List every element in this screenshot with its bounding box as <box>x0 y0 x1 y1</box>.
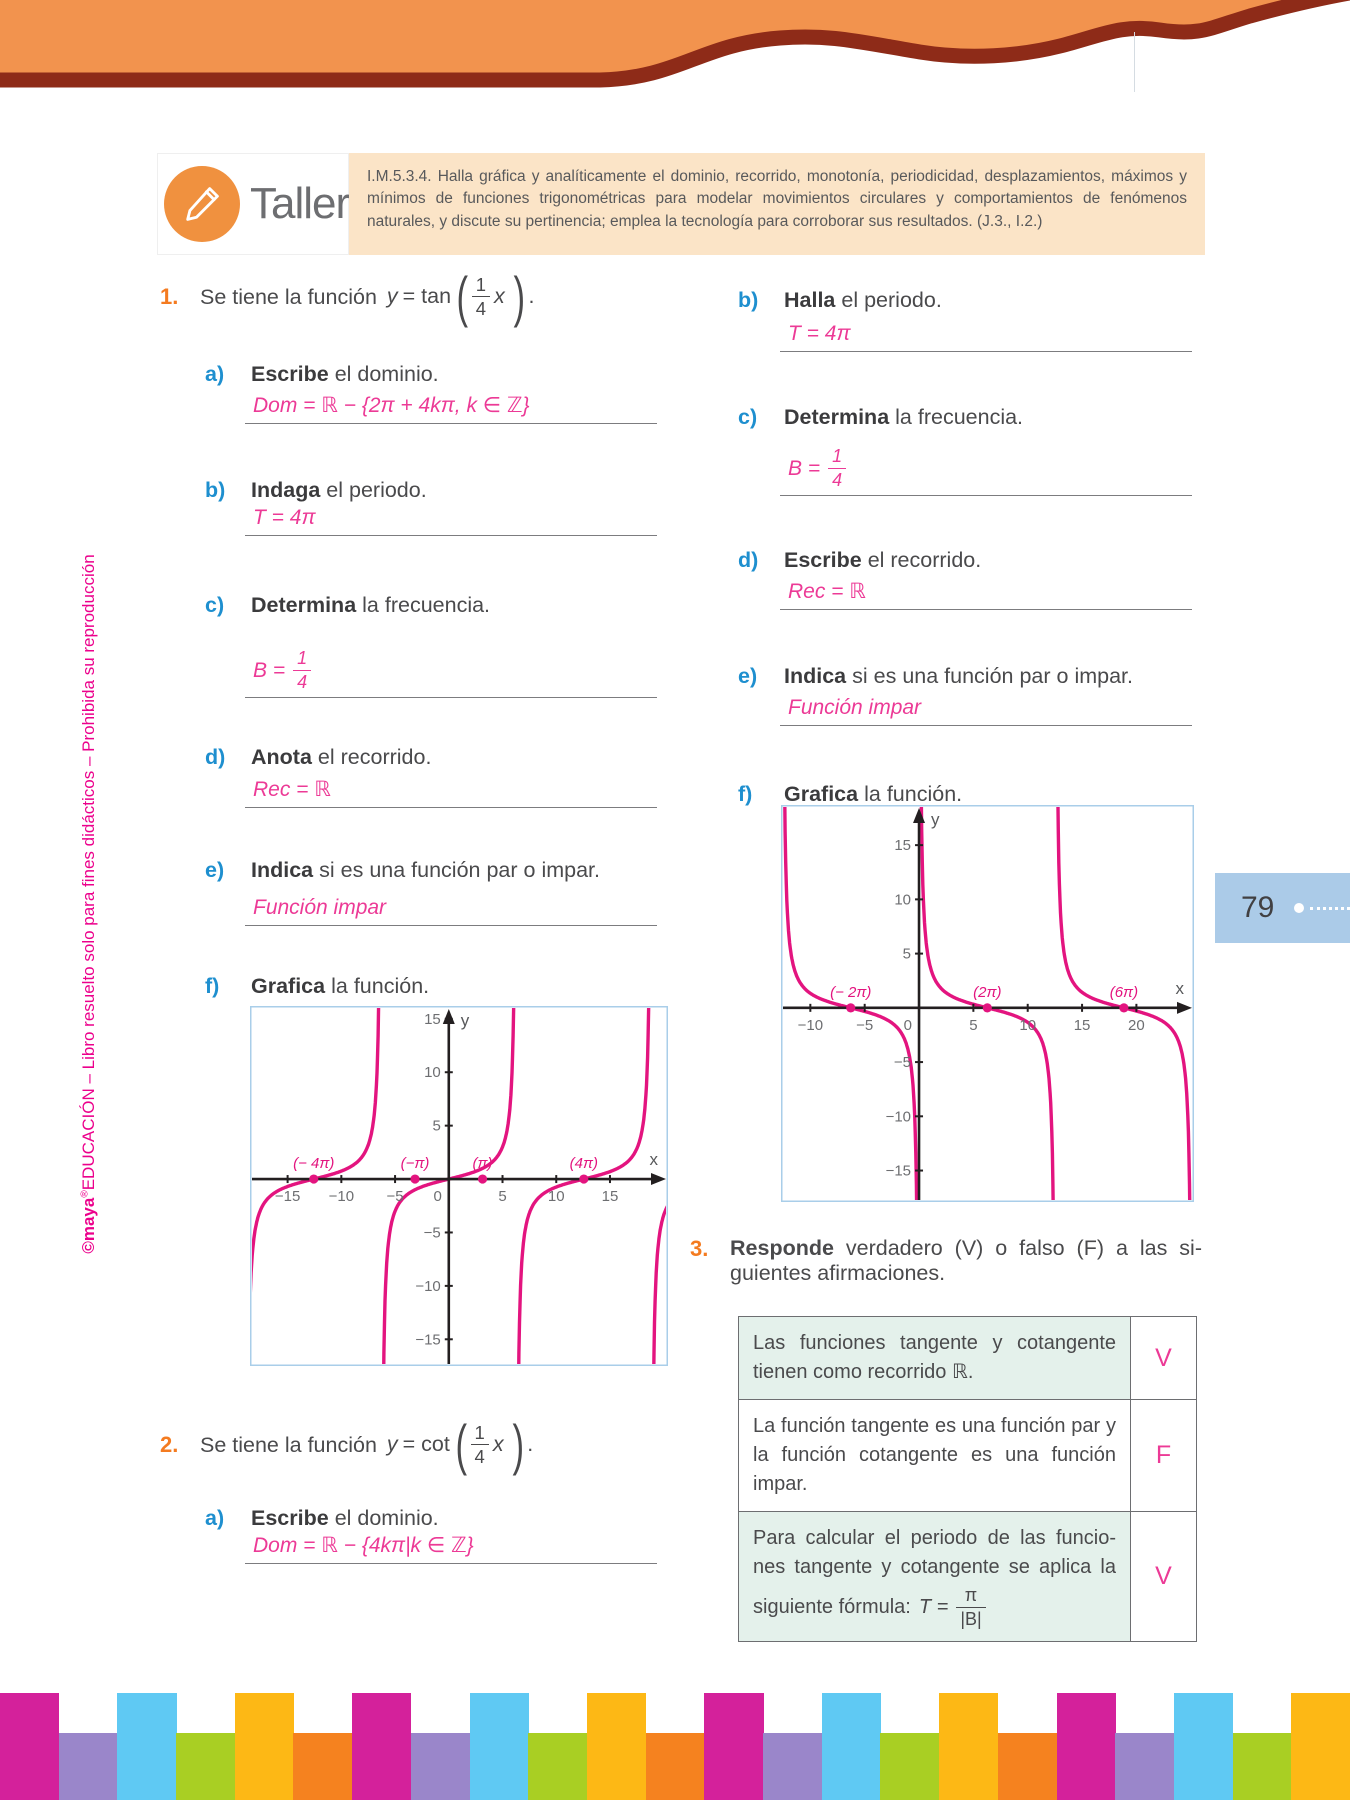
svg-text:y: y <box>460 1011 470 1030</box>
svg-text:(−π): (−π) <box>400 1155 430 1173</box>
page-number: 79 <box>1241 891 1275 924</box>
svg-text:20: 20 <box>1128 1016 1145 1034</box>
stripe <box>1057 1693 1116 1800</box>
stripe <box>998 1733 1057 1800</box>
stripe <box>1233 1733 1292 1800</box>
true-false-table <box>738 1316 1197 1642</box>
svg-text:y: y <box>931 810 940 829</box>
pencil-icon <box>164 166 240 242</box>
exercise2-item-e: e) Indica si es una función par o impar. <box>738 664 1133 688</box>
statement-cell: Las funciones tangente y cotangente tienen como recorrido ℝ. <box>739 1317 1131 1399</box>
table-row <box>739 1400 1196 1512</box>
svg-text:−10: −10 <box>885 1108 912 1126</box>
stripe <box>528 1733 587 1800</box>
stripe <box>704 1693 763 1800</box>
close-paren: ) <box>512 1412 524 1476</box>
exercise1-number: 1. <box>160 284 179 309</box>
tangent-graph <box>250 1006 668 1366</box>
exercise2-answer-c: B = $\frac{1}{4}$ <box>780 420 1192 496</box>
taller-standard-text: I.M.5.3.4. Halla gráfica y analíticamente el dominio, recorrido, monotonía, periodicidad, desplazamientos, máximos y mínimos de funciones trigonométricas para modelar movimientos circulares y comportamientos de fenómenos naturales, y discute su pertinencia; emplea la tecnología para corroborar sus resultados. (J.3., I.2.) <box>367 168 1187 230</box>
badge-dot-icon <box>1294 903 1304 913</box>
taller-title-block <box>157 153 349 255</box>
svg-text:−5: −5 <box>386 1188 404 1206</box>
exercise1-answer-d: Rec = ℝ <box>245 772 657 808</box>
svg-text:(− 2π): (− 2π) <box>830 983 872 1001</box>
svg-text:−5: −5 <box>893 1054 912 1072</box>
answer-cell: F <box>1131 1400 1196 1511</box>
svg-text:(6π): (6π) <box>1109 983 1139 1001</box>
exercise2-answer-e: Función impar <box>780 692 1192 726</box>
taller-label: Taller <box>250 179 350 228</box>
exercise1-item-e: e) Indica si es una función par o impar. <box>205 858 600 882</box>
exercise2-answer-d: Rec = ℝ <box>780 574 1192 610</box>
table-row <box>739 1317 1196 1400</box>
svg-text:5: 5 <box>969 1016 978 1034</box>
badge-dotted-line <box>1310 907 1350 910</box>
stripe <box>411 1733 470 1800</box>
svg-text:(− 4π): (− 4π) <box>293 1155 335 1173</box>
exercise1-item-a: a) Escribe el dominio. <box>205 362 439 386</box>
table-row <box>739 1512 1196 1641</box>
answer-cell: V <box>1131 1317 1196 1399</box>
stripe <box>763 1733 822 1800</box>
exercise3-number: 3. <box>690 1236 709 1261</box>
exercise3-intro: 3. Responde verdadero (V) o falso (F) a las si- guientes afirmaciones. <box>690 1236 1202 1285</box>
exercise1-answer-a: Dom = ℝ − {2π + 4kπ, k ∈ ℤ} <box>245 388 657 424</box>
svg-text:5: 5 <box>902 945 912 963</box>
exercise1-answer-e: Función impar <box>245 890 657 926</box>
svg-text:x: x <box>649 1150 658 1170</box>
brand-logo: ©maya <box>79 1197 98 1254</box>
stripe <box>1115 1733 1174 1800</box>
svg-text:(2π): (2π) <box>973 983 1002 1001</box>
svg-text:5: 5 <box>498 1188 507 1206</box>
svg-text:x: x <box>1175 978 1184 998</box>
svg-text:0: 0 <box>433 1188 442 1206</box>
copyright-sidebar <box>79 409 99 1399</box>
stripe <box>939 1693 998 1800</box>
svg-text:15: 15 <box>601 1188 619 1206</box>
taller-standard-box <box>349 153 1205 255</box>
exercise2-item-b: b) Halla el periodo. <box>738 288 942 312</box>
exercise1-item-f: f) Grafica la función. <box>205 974 430 998</box>
statement-cell: La función tangente es una función par y la función cotangente es una función impar. <box>739 1400 1131 1511</box>
svg-text:−15: −15 <box>885 1162 912 1180</box>
stripe <box>822 1693 881 1800</box>
svg-text:15: 15 <box>894 837 912 855</box>
stripe <box>235 1693 294 1800</box>
svg-text:0: 0 <box>903 1016 913 1034</box>
svg-text:10: 10 <box>894 891 912 909</box>
answer-cell: V <box>1131 1512 1196 1641</box>
stripe <box>1174 1693 1233 1800</box>
svg-text:−10: −10 <box>415 1277 441 1295</box>
page-edge-line <box>1134 32 1135 92</box>
stripe <box>880 1733 939 1800</box>
exercise1-answer-b: T = 4π <box>245 500 657 536</box>
exercise1-item-b: b) Indaga el periodo. <box>205 478 427 502</box>
copyright-notice: – Libro resuelto solo para fines didácticos – Prohibida su reproducción <box>79 554 98 1089</box>
exercise1-answer-c: B = $\frac{1}{4}$ <box>245 620 657 698</box>
svg-text:10: 10 <box>1019 1016 1037 1034</box>
svg-text:15: 15 <box>1073 1016 1091 1034</box>
stripe <box>0 1693 59 1800</box>
svg-text:−15: −15 <box>415 1331 441 1349</box>
stripe <box>176 1733 235 1800</box>
stripe <box>117 1693 176 1800</box>
svg-text:10: 10 <box>547 1188 565 1206</box>
svg-text:−5: −5 <box>423 1224 441 1242</box>
svg-text:−15: −15 <box>274 1188 301 1206</box>
taller-header <box>157 153 1205 255</box>
publisher-name: EDUCACIÓN <box>79 1088 98 1191</box>
registered-mark: ® <box>79 1190 91 1198</box>
stripe <box>587 1693 646 1800</box>
stripe <box>1291 1693 1350 1800</box>
stripe <box>293 1733 352 1800</box>
svg-text:−10: −10 <box>328 1188 355 1206</box>
svg-text:(π): (π) <box>472 1155 493 1173</box>
svg-text:−10: −10 <box>797 1016 824 1034</box>
stripe <box>352 1693 411 1800</box>
statement-cell: Para calcular el periodo de las funcio- nes tangente y cotangente se aplica la siguiente fórmula: T = $\frac{\pi}{|B|}$ <box>739 1512 1131 1641</box>
svg-text:15: 15 <box>424 1010 441 1028</box>
top-decorative-band <box>0 0 1350 100</box>
open-paren: ( <box>455 1412 467 1476</box>
exercise2-answer-a: Dom = ℝ − {4kπ|k ∈ ℤ} <box>245 1528 657 1564</box>
exercise1-item-c: c) Determina la frecuencia. <box>205 593 491 617</box>
svg-text:−5: −5 <box>856 1016 874 1034</box>
exercise2-number: 2. <box>160 1432 179 1457</box>
exercise2-item-d: d) Escribe el recorrido. <box>738 548 982 572</box>
exercise2-intro: 2. Se tiene la función y = cot ( $\frac{1}{4}$ x ) . <box>160 1412 534 1476</box>
exercise1-function: y = tan ( $\frac{1}{4}$ x ) . <box>386 264 535 328</box>
page-number-badge <box>1215 873 1350 943</box>
svg-text:(4π): (4π) <box>569 1155 599 1173</box>
open-paren: ( <box>456 264 469 328</box>
bottom-stripes <box>0 1690 1350 1800</box>
stripe <box>646 1733 705 1800</box>
stripe <box>59 1733 118 1800</box>
exercise2-answer-b: T = 4π <box>780 316 1192 352</box>
close-paren: ) <box>513 264 525 328</box>
exercise2-item-a: a) Escribe el dominio. <box>205 1506 439 1530</box>
exercise2-item-f: f) Grafica la función. <box>738 782 963 806</box>
svg-text:5: 5 <box>432 1117 441 1135</box>
cotangent-graph <box>781 805 1194 1202</box>
exercise1-intro: 1. Se tiene la función y = tan ( $\frac{1}{4}$ x ) . <box>160 264 535 328</box>
exercise2-item-c: c) Determina la frecuencia. <box>738 405 1024 429</box>
stripe <box>470 1693 529 1800</box>
exercise1-item-d: d) Anota el recorrido. <box>205 745 432 769</box>
svg-text:10: 10 <box>424 1064 441 1082</box>
exercise2-function: y = cot ( $\frac{1}{4}$ x ) . <box>386 1412 534 1476</box>
